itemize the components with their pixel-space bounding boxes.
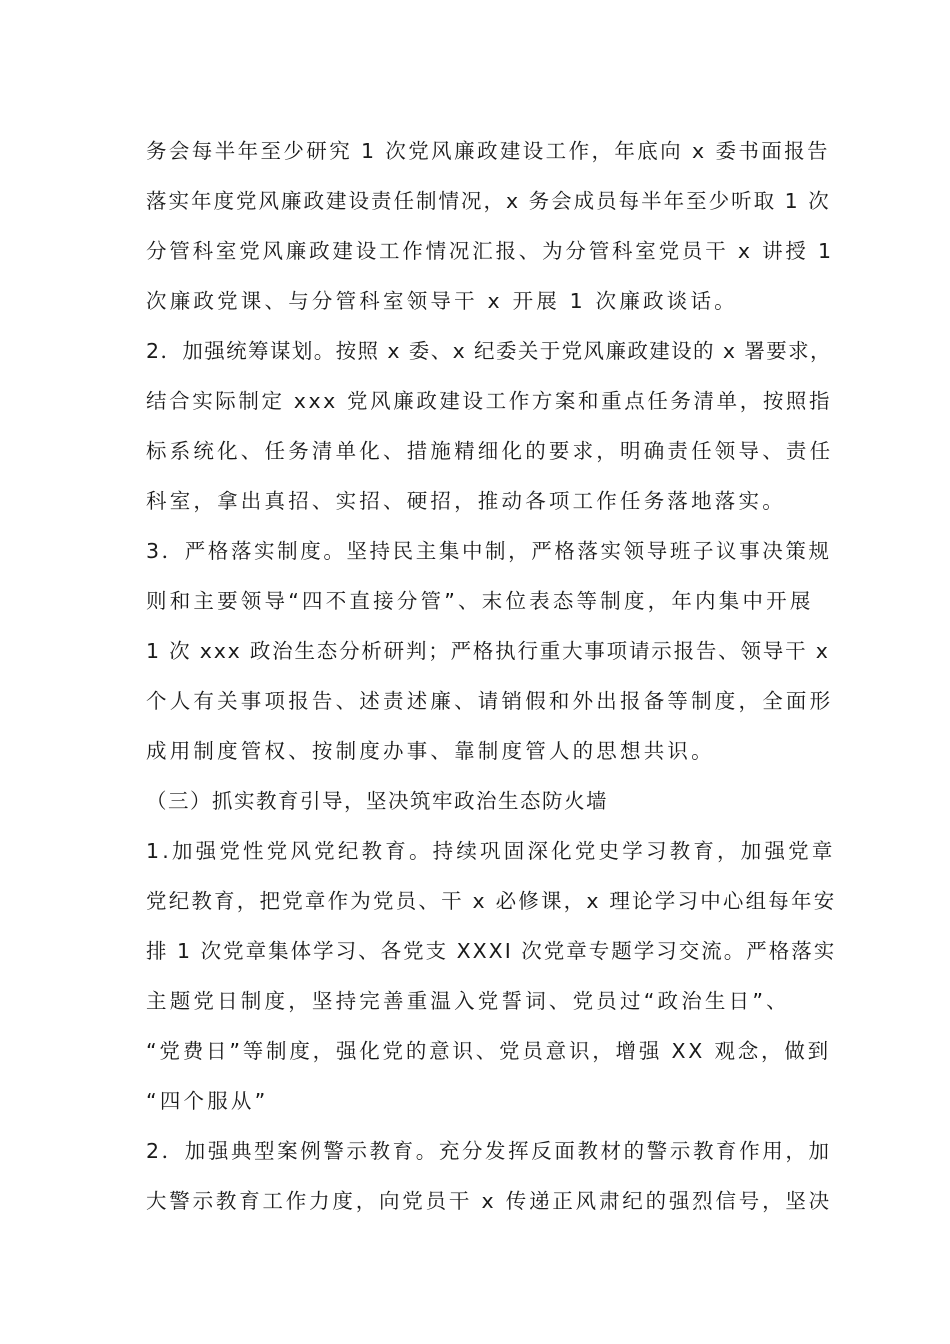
paragraph-line: 则和主要领导“四不直接分管”、末位表态等制度，年内集中开展: [146, 589, 814, 613]
paragraph-line: 主题党日制度，坚持完善重温入党誓词、党员过“政治生日”、: [146, 989, 790, 1013]
paragraph-line: 党纪教育，把党章作为党员、干 x 必修课，x 理论学习中心组每年安: [146, 889, 837, 913]
paragraph-line: “党费日”等制度，强化党的意识、党员意识，增强 XX 观念，做到: [146, 1039, 831, 1063]
paragraph-line: 务会每半年至少研究 1 次党风廉政建设工作，年底向 x 委书面报告: [146, 139, 830, 163]
paragraph-line: 标系统化、任务清单化、措施精细化的要求，明确责任领导、责任: [146, 439, 834, 463]
paragraph-line: 1 次 xxx 政治生态分析研判；严格执行重大事项请示报告、领导干 x: [146, 639, 830, 663]
paragraph-line: 落实年度党风廉政建设责任制情况，x 务会成员每半年至少听取 1 次: [146, 189, 831, 213]
paragraph-line: 结合实际制定 xxx 党风廉政建设工作方案和重点任务清单，按照指: [146, 389, 833, 413]
paragraph-line: 1.加强党性党风党纪教育。持续巩固深化党史学习教育，加强党章: [146, 839, 836, 863]
paragraph-line: 2．加强统筹谋划。按照 x 委、x 纪委关于党风廉政建设的 x 署要求，: [146, 339, 832, 363]
paragraph-line: 3．严格落实制度。坚持民主集中制，严格落实领导班子议事决策规: [146, 539, 832, 563]
paragraph-line: 次廉政党课、与分管科室领导干 x 开展 1 次廉政谈话。: [146, 289, 738, 313]
paragraph-line: 科室，拿出真招、实招、硬招，推动各项工作任务落地落实。: [146, 489, 786, 513]
section-heading: （三）抓实教育引导，坚决筑牢政治生态防火墙: [146, 789, 608, 813]
paragraph-line: 2．加强典型案例警示教育。充分发挥反面教材的警示教育作用，加: [146, 1139, 832, 1163]
paragraph-line: 大警示教育工作力度，向党员干 x 传递正风肃纪的强烈信号，坚决: [146, 1189, 832, 1213]
paragraph-line: “四个服从”: [146, 1089, 269, 1113]
paragraph-line: 成用制度管权、按制度办事、靠制度管人的思想共识。: [146, 739, 715, 763]
paragraph-line: 分管科室党风廉政建设工作情况汇报、为分管科室党员干 x 讲授 1: [146, 239, 834, 263]
paragraph-line: 排 1 次党章集体学习、各党支 XXXI 次党章专题学习交流。严格落实: [146, 939, 837, 963]
paragraph-line: 个人有关事项报告、述责述廉、请销假和外出报备等制度，全面形: [146, 689, 834, 713]
